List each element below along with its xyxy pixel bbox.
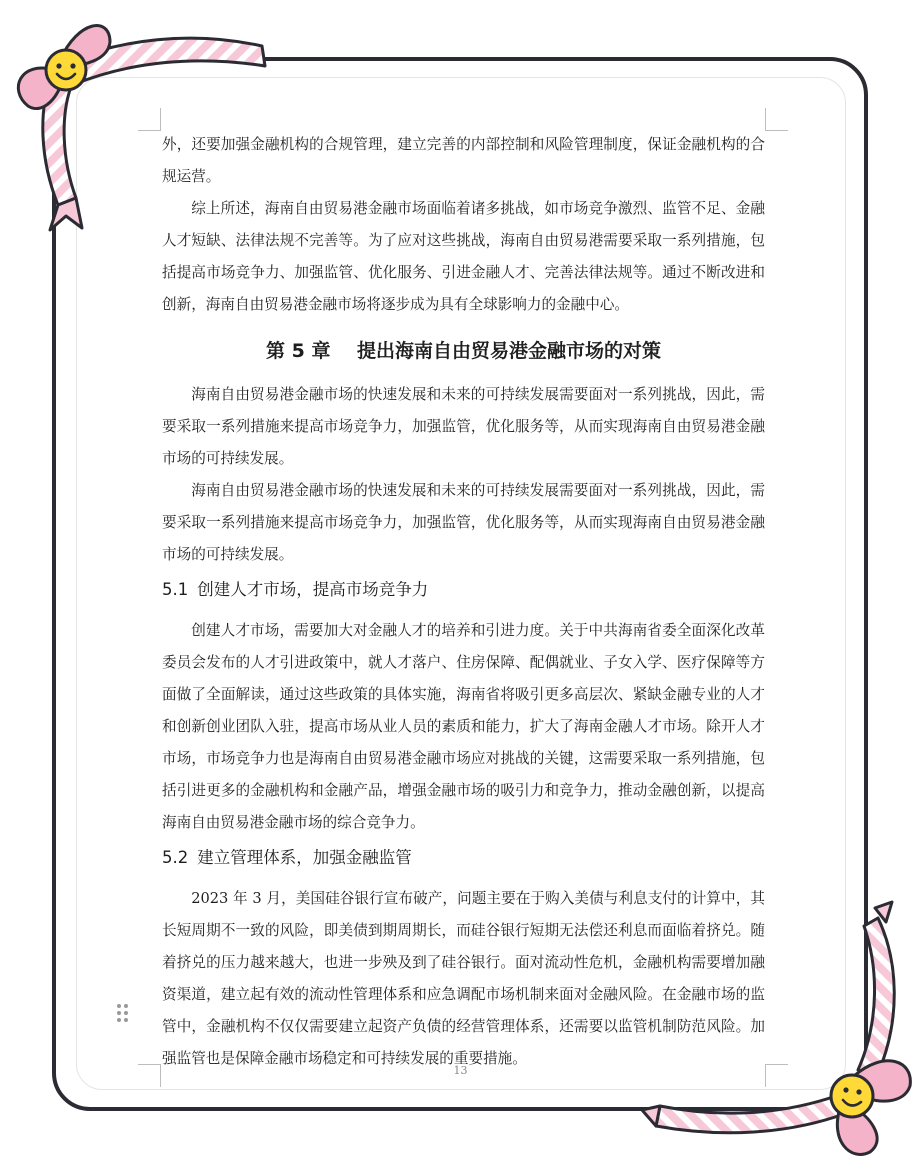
section-number: 5.1 xyxy=(162,580,189,599)
section-heading xyxy=(162,842,765,874)
paragraph: 综上所述，海南自由贸易港金融市场面临着诸多挑战，如市场竞争激烈、监管不足、金融人才短缺、法律法规不完善等。为了应对这些挑战，海南自由贸易港需要采取一系列措施，包括提高市场竞争力、加强监管、优化服务、引进金融人才、完善法律法规等。通过不断改进和创新，海南自由贸易港金融市场将逐步成为具有全球影响力的金融中心。 xyxy=(162,200,765,313)
page-number: 13 xyxy=(453,1064,468,1077)
paragraph: 海南自由贸易港金融市场的快速发展和未来的可持续发展需要面对一系列挑战，因此，需要采取一系列措施来提高市场竞争力，加强监管，优化服务等，从而实现海南自由贸易港金融市场的可持续发展。 xyxy=(162,482,765,563)
crop-mark-top-right xyxy=(765,108,788,131)
section-title: 创建人才市场，提高市场竞争力 xyxy=(197,580,429,599)
chapter-heading xyxy=(162,335,765,367)
section-title: 建立管理体系，加强金融监管 xyxy=(197,848,412,867)
drag-handle-icon[interactable] xyxy=(117,1004,129,1024)
section-number: 5.2 xyxy=(162,848,189,867)
paragraph: 外，还要加强金融机构的合规管理，建立完善的内部控制和风险管理制度，保证金融机构的合规运营。 xyxy=(162,136,765,185)
section-heading xyxy=(162,574,765,606)
chapter-title: 提出海南自由贸易港金融市场的对策 xyxy=(356,340,661,362)
paragraph: 创建人才市场，需要加大对金融人才的培养和引进力度。关于中共海南省委全面深化改革委员会发布的人才引进政策中，就人才落户、住房保障、配偶就业、子女入学、医疗保障等方面做了全面解读，通过这些政策的具体实施，海南省将吸引更多高层次、紧缺金融专业的人才和创新创业团队入驻，提高市场从业人员的素质和能力，扩大了海南金融人才市场。除开人才市场，市场竞争力也是海南自由贸易港金融市场应对挑战的关键，这需要采取一系列措施，包括引进更多的金融机构和金融产品，增强金融市场的吸引力和竞争力，推动金融创新，以提高海南自由贸易港金融市场的综合竞争力。 xyxy=(162,622,765,831)
chapter-number: 第 5 章 xyxy=(266,340,331,362)
document-body xyxy=(162,129,765,1075)
paragraph: 2023 年 3 月，美国硅谷银行宣布破产，问题主要在于购入美债与利息支付的计算中，其长短周期不一致的风险，即美债到期周期长，而硅谷银行短期无法偿还利息而面临着挤兑。随着挤兑的压力越来越大，也进一步殃及到了硅谷银行。面对流动性危机，金融机构需要增加融资渠道，建立起有效的流动性管理体系和应急调配市场机制来面对金融风险。在金融市场的监管中，金融机构不仅仅需要建立起资产负债的经营管理体系，还需要以监管机制防范风险。加强监管也是保障金融市场稳定和可持续发展的重要措施。 xyxy=(162,890,765,1067)
paragraph: 海南自由贸易港金融市场的快速发展和未来的可持续发展需要面对一系列挑战，因此，需要采取一系列措施来提高市场竞争力，加强监管，优化服务等，从而实现海南自由贸易港金融市场的可持续发展。 xyxy=(162,386,765,467)
